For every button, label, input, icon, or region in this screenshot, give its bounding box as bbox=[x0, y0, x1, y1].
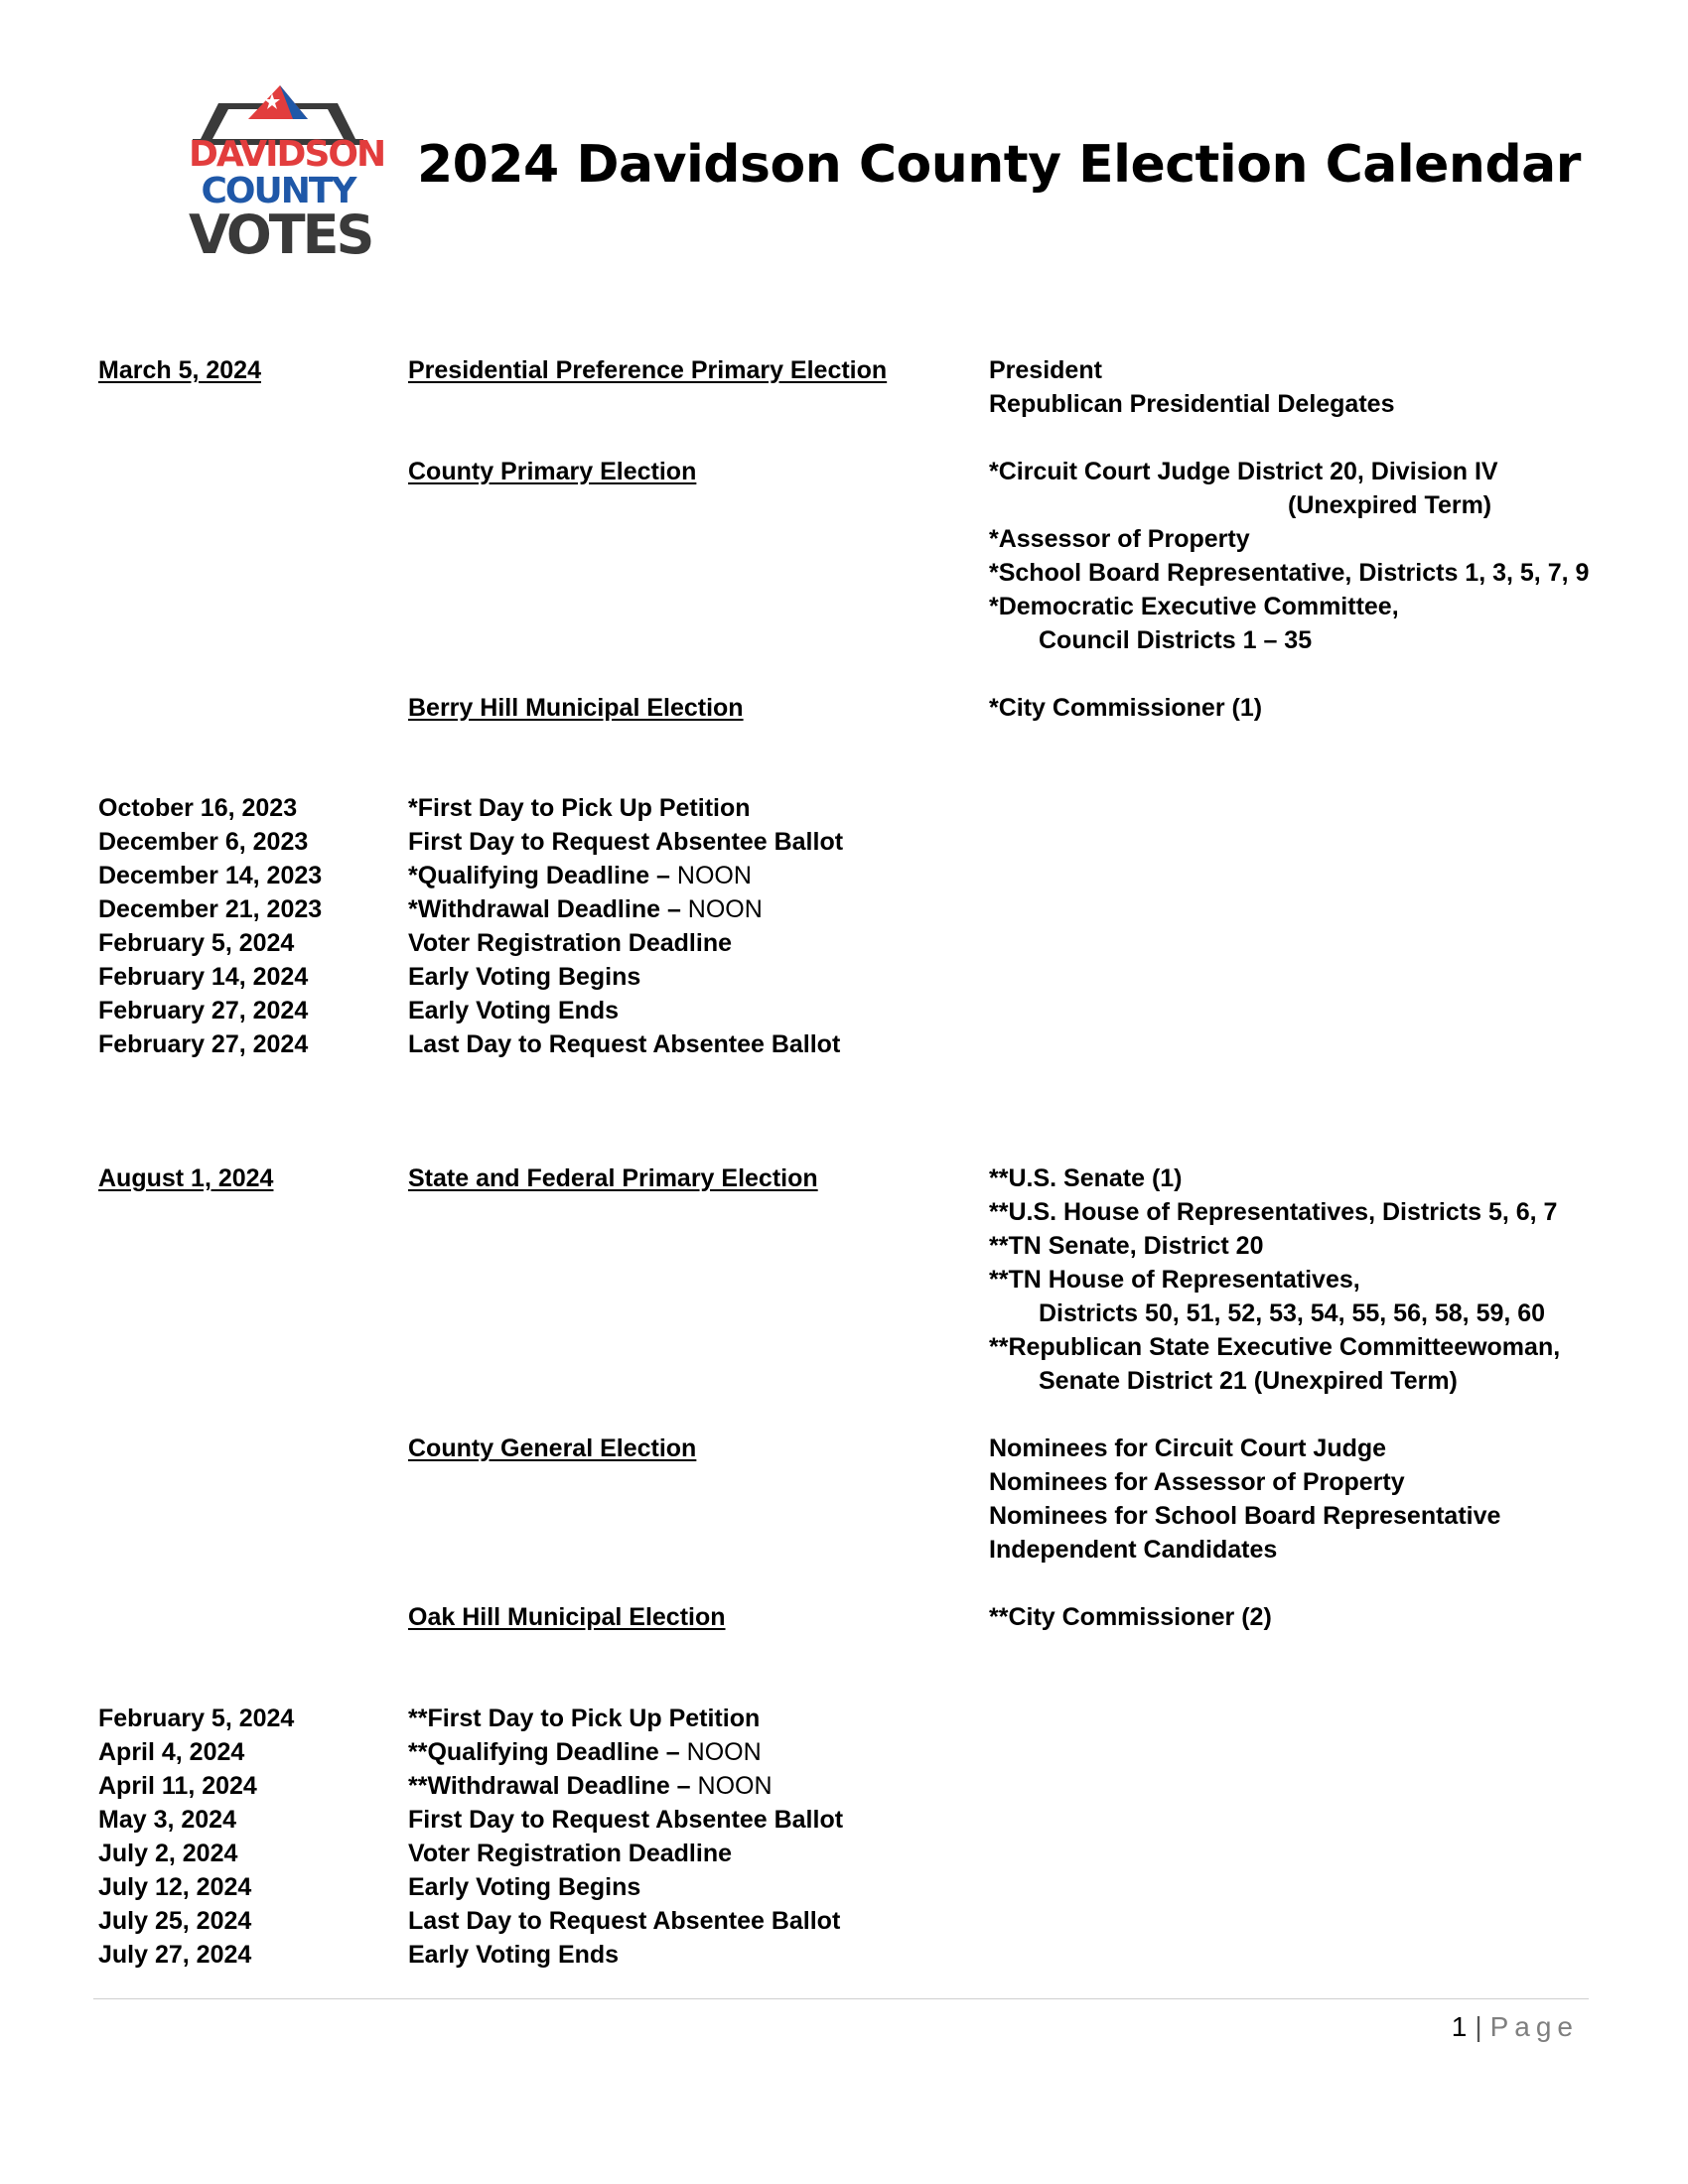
office-item: *School Board Representative, Districts 1, 3, 5, 7, 9 bbox=[989, 559, 1590, 587]
office-item: Districts 50, 51, 52, 53, 54, 55, 56, 58, 59, 60 bbox=[1039, 1299, 1546, 1327]
office-item: President bbox=[989, 356, 1102, 384]
office-item: **U.S. House of Representatives, Districts 5, 6, 7 bbox=[989, 1198, 1558, 1226]
deadline-date: July 25, 2024 bbox=[98, 1907, 252, 1935]
logo-word-votes: VOTES bbox=[189, 204, 372, 266]
logo-word-davidson: DAVIDSON bbox=[189, 134, 385, 175]
election-name: County General Election bbox=[408, 1434, 697, 1462]
footer-divider bbox=[93, 1998, 1589, 1999]
page-title: 2024 Davidson County Election Calendar bbox=[417, 135, 1581, 195]
deadline-date: October 16, 2023 bbox=[98, 794, 298, 822]
office-item: Senate District 21 (Unexpired Term) bbox=[1039, 1367, 1458, 1395]
deadline-event: Last Day to Request Absentee Ballot bbox=[408, 1907, 841, 1935]
deadline-event: **Qualifying Deadline – NOON bbox=[408, 1738, 762, 1766]
deadline-date: July 27, 2024 bbox=[98, 1941, 252, 1969]
deadline-date: December 6, 2023 bbox=[98, 828, 309, 856]
deadline-date: July 12, 2024 bbox=[98, 1873, 252, 1901]
page-footer bbox=[1452, 2007, 1579, 2047]
deadline-date: February 27, 2024 bbox=[98, 997, 309, 1024]
office-item: **U.S. Senate (1) bbox=[989, 1164, 1183, 1192]
davidson-county-votes-logo bbox=[189, 81, 385, 266]
deadline-event: *Qualifying Deadline – NOON bbox=[408, 862, 752, 889]
office-item: (Unexpired Term) bbox=[1288, 491, 1492, 519]
deadline-event: Early Voting Ends bbox=[408, 1941, 620, 1969]
page-number: 1 bbox=[1451, 2011, 1468, 2042]
office-item: *Circuit Court Judge District 20, Division IV bbox=[989, 458, 1498, 485]
deadline-date: December 21, 2023 bbox=[98, 895, 323, 923]
deadline-event: Early Voting Ends bbox=[408, 997, 620, 1024]
deadline-event: First Day to Request Absentee Ballot bbox=[408, 828, 844, 856]
office-item: **TN Senate, District 20 bbox=[989, 1232, 1264, 1260]
office-item: Nominees for Assessor of Property bbox=[989, 1468, 1405, 1496]
office-item: *City Commissioner (1) bbox=[989, 694, 1263, 722]
office-item: *Assessor of Property bbox=[989, 525, 1250, 553]
office-item: **City Commissioner (2) bbox=[989, 1603, 1272, 1631]
election-name: Oak Hill Municipal Election bbox=[408, 1603, 726, 1631]
office-item: Nominees for Circuit Court Judge bbox=[989, 1434, 1387, 1462]
page-separator: | bbox=[1475, 2011, 1482, 2042]
office-item: *Democratic Executive Committee, bbox=[989, 593, 1399, 620]
deadline-event: Voter Registration Deadline bbox=[408, 929, 732, 957]
page-label: Page bbox=[1489, 2011, 1579, 2042]
deadline-event: Voter Registration Deadline bbox=[408, 1840, 732, 1867]
deadline-date: April 4, 2024 bbox=[98, 1738, 245, 1766]
deadline-event: Early Voting Begins bbox=[408, 1873, 641, 1901]
deadline-date: February 14, 2024 bbox=[98, 963, 309, 991]
election-name: Berry Hill Municipal Election bbox=[408, 694, 744, 722]
election-date: March 5, 2024 bbox=[98, 356, 261, 384]
office-item: Republican Presidential Delegates bbox=[989, 390, 1395, 418]
deadline-event: Last Day to Request Absentee Ballot bbox=[408, 1030, 841, 1058]
office-item: **Republican State Executive Committeewoman, bbox=[989, 1333, 1561, 1361]
deadline-date: December 14, 2023 bbox=[98, 862, 323, 889]
election-date: August 1, 2024 bbox=[98, 1164, 274, 1192]
office-item: Independent Candidates bbox=[989, 1536, 1278, 1564]
deadline-event: First Day to Request Absentee Ballot bbox=[408, 1806, 844, 1834]
deadline-event: Early Voting Begins bbox=[408, 963, 641, 991]
logo-word-county: COUNTY bbox=[201, 171, 355, 211]
deadline-date: May 3, 2024 bbox=[98, 1806, 236, 1834]
deadline-date: February 27, 2024 bbox=[98, 1030, 309, 1058]
deadline-date: February 5, 2024 bbox=[98, 929, 295, 957]
deadline-date: April 11, 2024 bbox=[98, 1772, 257, 1800]
office-item: Council Districts 1 – 35 bbox=[1039, 626, 1313, 654]
election-name: State and Federal Primary Election bbox=[408, 1164, 818, 1192]
election-name: County Primary Election bbox=[408, 458, 697, 485]
deadline-event: *Withdrawal Deadline – NOON bbox=[408, 895, 763, 923]
deadline-event: **First Day to Pick Up Petition bbox=[408, 1705, 761, 1732]
deadline-event: **Withdrawal Deadline – NOON bbox=[408, 1772, 773, 1800]
election-name: Presidential Preference Primary Election bbox=[408, 356, 888, 384]
office-item: **TN House of Representatives, bbox=[989, 1266, 1360, 1294]
deadline-event: *First Day to Pick Up Petition bbox=[408, 794, 751, 822]
deadline-date: February 5, 2024 bbox=[98, 1705, 295, 1732]
deadline-date: July 2, 2024 bbox=[98, 1840, 238, 1867]
office-item: Nominees for School Board Representative bbox=[989, 1502, 1501, 1530]
